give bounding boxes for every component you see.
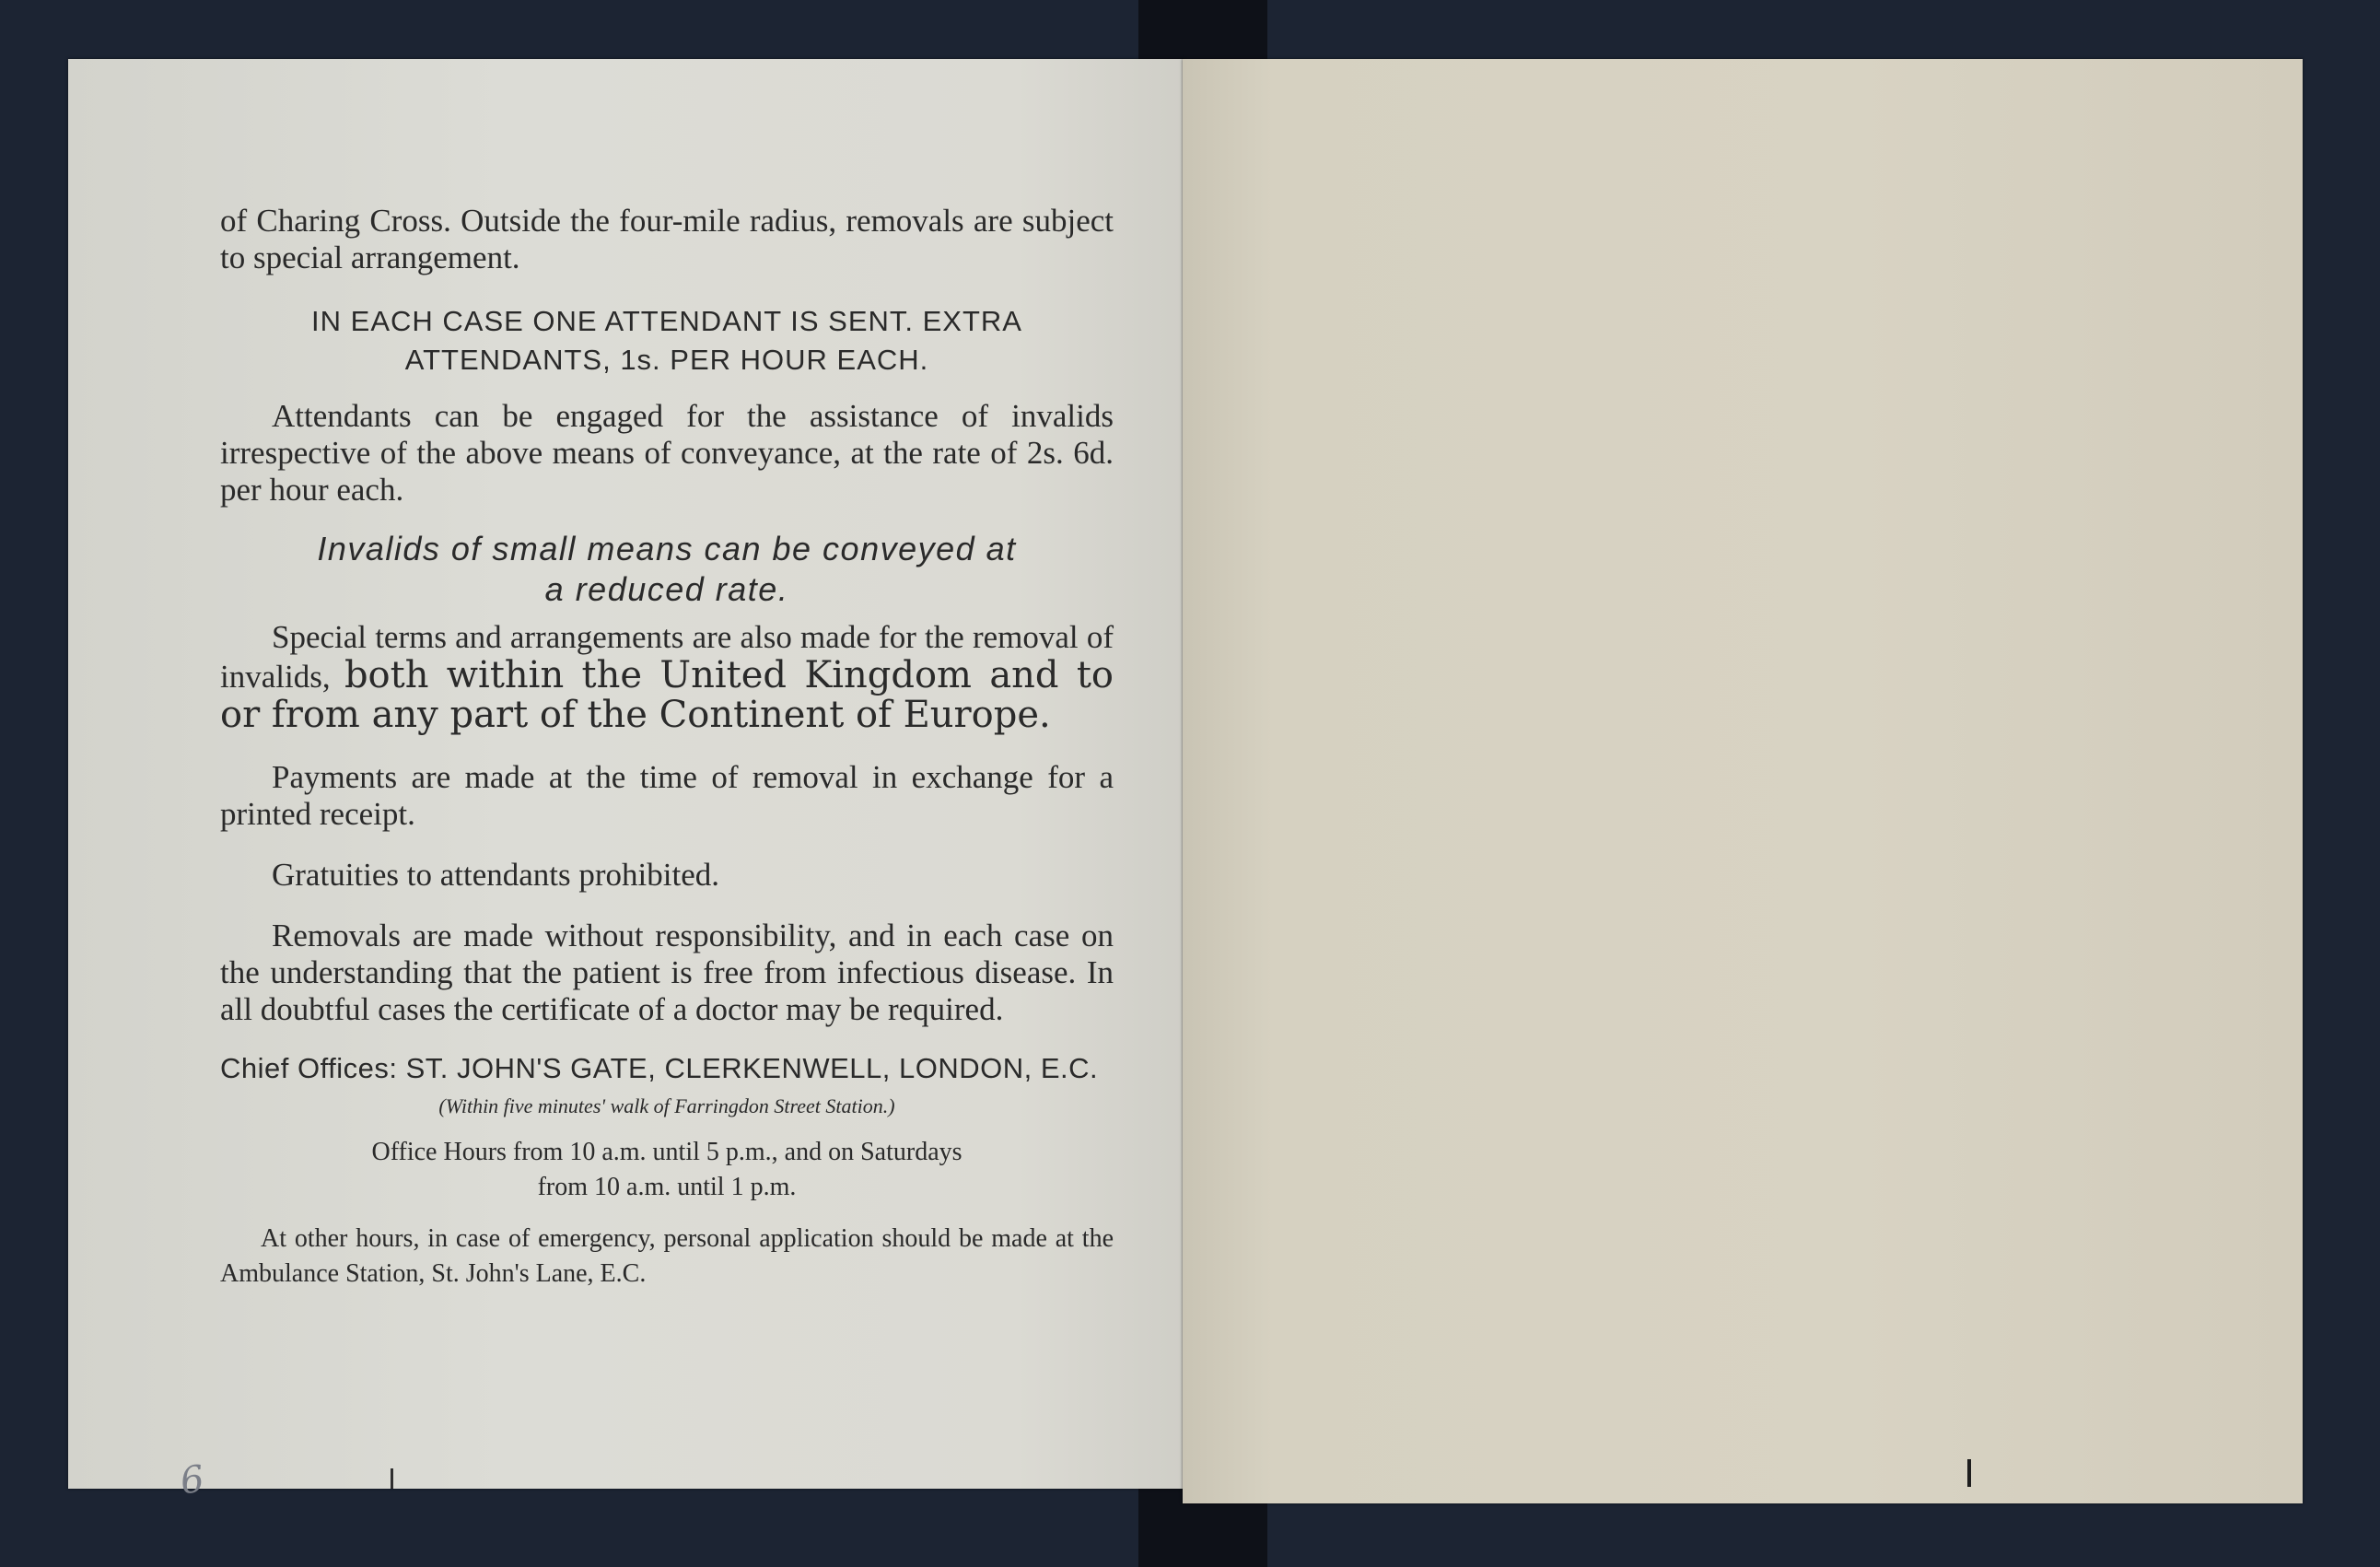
paragraph-emergency: At other hours, in case of emergency, personal application should be made at the Ambulance Station, St. John's Lane, E.C.	[220, 1224, 1114, 1288]
paragraph-payments: Payments are made at the time of removal in exchange for a printed receipt.	[220, 759, 1114, 832]
paragraph-charing-cross: of Charing Cross. Outside the four-mile radius, removals are subject to special arrangement.	[220, 203, 1114, 275]
reduced-rate-heading	[220, 529, 1114, 610]
ink-speck	[1967, 1459, 1971, 1487]
chief-offices-address: Chief Offices: ST. JOHN'S GATE, CLERKENWELL, LONDON, E.C.	[220, 1052, 1099, 1084]
attendant-notice-line1: IN EACH CASE ONE ATTENDANT IS SENT. EXTRA	[311, 305, 1022, 337]
office-hours	[220, 1135, 1114, 1205]
right-page-blank	[1183, 59, 2303, 1503]
special-terms-text: Special terms and arrangements are also made for the removal of invalids,	[220, 619, 1114, 695]
pencil-page-mark: 6	[177, 1457, 207, 1503]
office-hours-line1: Office Hours from 10 a.m. until 5 p.m., and on Saturdays	[371, 1138, 962, 1166]
left-page	[68, 59, 1184, 1503]
special-terms-large-text: both within the United Kingdom and to or from any part of the Continent of Europe.	[220, 654, 1114, 736]
left-page-text	[220, 203, 1114, 1292]
paragraph-attendants: Attendants can be engaged for the assistance of invalids irrespective of the above means of conveyance, at the rate of 2s. 6d. per hour each.	[220, 398, 1114, 508]
attendant-notice-line2: ATTENDANTS, 1s. PER HOUR EACH.	[404, 344, 929, 376]
paragraph-special-terms	[220, 619, 1114, 735]
reduced-rate-line2: a reduced rate.	[544, 570, 789, 608]
office-hours-line2: from 10 a.m. until 1 p.m.	[537, 1173, 797, 1201]
paragraph-gratuities: Gratuities to attendants prohibited.	[272, 857, 720, 893]
paragraph-removals: Removals are made without responsibility, and in each case on the understanding that the patient is free from infectious disease. In all doubtful cases the certificate of a doctor may be required.	[220, 918, 1114, 1027]
station-note: (Within five minutes' walk of Farringdon Street Station.)	[438, 1094, 895, 1117]
reduced-rate-line1: Invalids of small means can be conveyed at	[317, 530, 1017, 567]
ink-speck	[391, 1468, 393, 1489]
attendant-notice	[220, 302, 1114, 380]
